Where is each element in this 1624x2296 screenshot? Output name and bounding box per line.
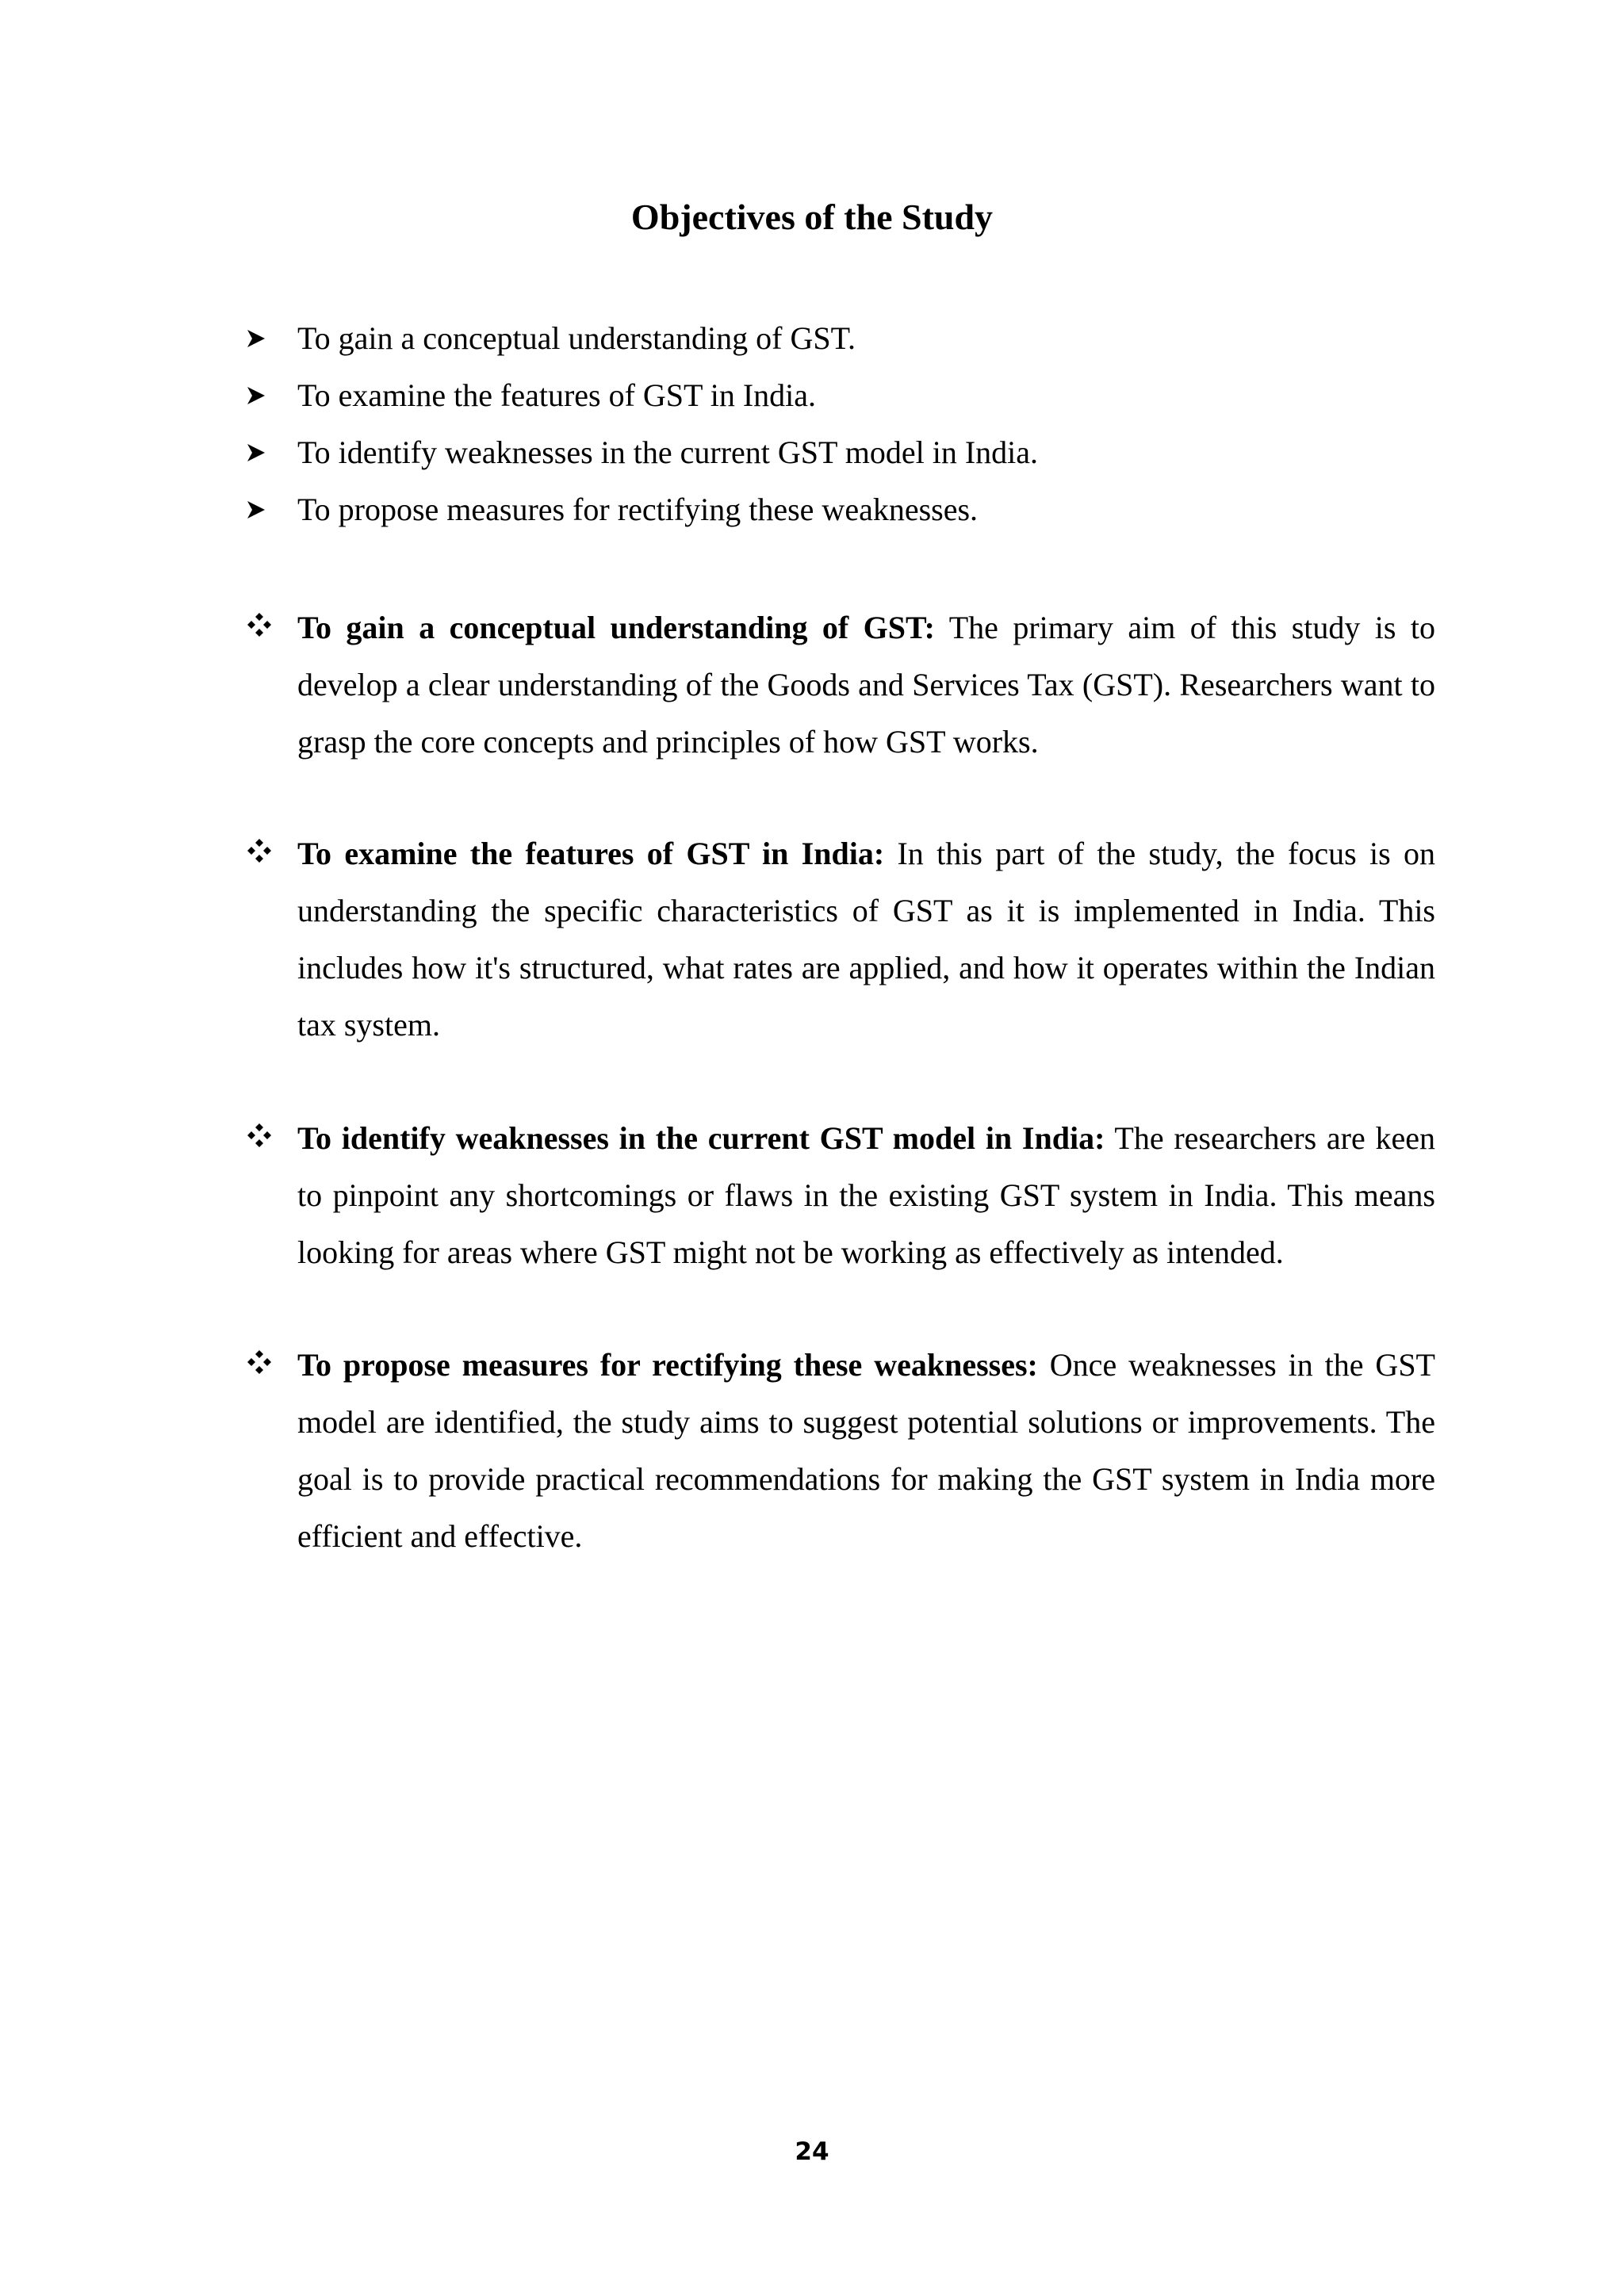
objective-paragraph: [297, 825, 1435, 1054]
objective-detail-conceptual: [247, 599, 1435, 771]
list-item: [247, 487, 1437, 544]
objectives-list: [247, 316, 1437, 544]
list-item: [247, 316, 1437, 373]
objective-paragraph: [297, 1110, 1435, 1281]
objective-paragraph: [297, 599, 1435, 771]
objective-body: The primary aim of this study is to develop a clear understanding of the Goods and Services Tax (GST). Researchers want to grasp the core concepts and principles of how GST works.: [297, 610, 1436, 760]
arrowhead-bullet-icon: [247, 330, 265, 347]
objective-detail-weaknesses: [247, 1110, 1435, 1281]
list-item: [247, 373, 1437, 430]
objective-detail-measures: [247, 1337, 1435, 1565]
objective-heading: To gain a conceptual understanding of GST:: [297, 610, 936, 645]
arrowhead-bullet-icon: [247, 387, 265, 404]
objective-text: To propose measures for rectifying these weaknesses.: [297, 492, 979, 527]
objective-text: To gain a conceptual understanding of GST.: [297, 320, 856, 356]
objective-body: The researchers are keen to pinpoint any shortcomings or flaws in the existing GST system in India. This means looking for areas where GST might not be working as effectively as intended.: [297, 1120, 1435, 1270]
four-diamond-bullet-icon: [247, 1350, 271, 1374]
four-diamond-bullet-icon: [247, 613, 271, 637]
objective-heading: To propose measures for rectifying these weaknesses:: [297, 1347, 1038, 1383]
objective-heading: To identify weaknesses in the current GST model in India:: [297, 1120, 1105, 1156]
objective-text: To identify weaknesses in the current GST model in India.: [297, 434, 1039, 470]
page-number: 24: [795, 2137, 829, 2166]
page-title: Objectives of the Study: [630, 197, 994, 237]
objective-detail-features: [247, 825, 1435, 1054]
objective-paragraph: [297, 1337, 1435, 1565]
four-diamond-bullet-icon: [247, 839, 271, 863]
arrowhead-bullet-icon: [247, 501, 265, 519]
four-diamond-bullet-icon: [247, 1123, 271, 1147]
objective-heading: To examine the features of GST in India:: [297, 836, 885, 871]
objective-body: In this part of the study, the focus is on understanding the specific characteristics of GST as it is implemented in India. This includes how it's structured, what rates are applied, and how it operates within the Indian tax system.: [297, 836, 1435, 1043]
list-item: [247, 430, 1437, 487]
arrowhead-bullet-icon: [247, 444, 265, 461]
objective-text: To examine the features of GST in India.: [297, 377, 817, 413]
objective-body: Once weaknesses in the GST model are identified, the study aims to suggest potential solutions or improvements. The goal is to provide practical recommendations for making the GST system in India more efficient and effective.: [297, 1347, 1435, 1554]
